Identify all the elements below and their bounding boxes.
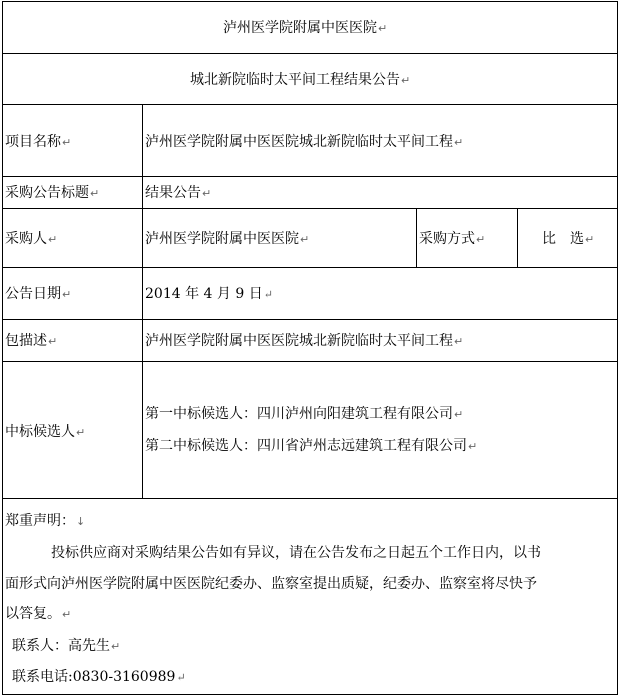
row-divider [2, 104, 618, 105]
row-divider [2, 176, 618, 177]
notice-heading-value: 结果公告↵ [145, 185, 212, 201]
column-divider [517, 208, 518, 268]
purchase-method-label: 采购方式↵ [419, 231, 486, 247]
second-candidate: 第二中标候选人：四川省泸州志远建筑工程有限公司↵ [145, 438, 478, 454]
row-divider [2, 208, 618, 209]
statement-line: 以答复。↵ [5, 606, 72, 622]
row-divider [2, 361, 618, 362]
row-divider [2, 498, 618, 499]
notice-title: 城北新院临时太平间工程结果公告↵ [190, 72, 411, 88]
contact-phone: 联系电话:0830-3160989↵ [12, 669, 186, 685]
notice-date-value: 2014 年 4 月 9 日↵ [145, 286, 273, 302]
border-top [2, 1, 618, 2]
statement-heading: 郑重声明：↓ [5, 513, 86, 529]
project-name-label: 项目名称↵ [5, 134, 72, 150]
purchase-method-value: 比 选↵ [542, 231, 595, 247]
purchaser-value: 泸州医学院附属中医医院↵ [145, 231, 310, 247]
first-candidate: 第一中标候选人：四川泸州向阳建筑工程有限公司↵ [145, 406, 464, 422]
row-divider [2, 53, 618, 54]
purchaser-label: 采购人↵ [5, 231, 58, 247]
notice-date-label: 公告日期↵ [5, 286, 72, 302]
candidates-label: 中标候选人↵ [5, 424, 86, 440]
column-divider [142, 104, 143, 499]
hospital-name: 泸州医学院附属中医医院↵ [223, 20, 388, 36]
statement-line: 投标供应商对采购结果公告如有异议，请在公告发布之日起五个工作日内，以书 [51, 545, 541, 561]
column-divider [416, 208, 417, 268]
contact-person: 联系人：高先生↵ [12, 638, 121, 654]
row-divider [2, 267, 618, 268]
package-desc-label: 包描述↵ [5, 333, 58, 349]
row-divider [2, 319, 618, 320]
statement-line: 面形式向泸州医学院附属中医医院纪委办、监察室提出质疑，纪委办、监察室将尽快予 [5, 576, 537, 592]
border-bottom [2, 694, 618, 695]
notice-heading-label: 采购公告标题↵ [5, 185, 100, 201]
border-right [617, 1, 618, 695]
package-desc-value: 泸州医学院附属中医医院城北新院临时太平间工程↵ [145, 333, 464, 349]
project-name-value: 泸州医学院附属中医医院城北新院临时太平间工程↵ [145, 134, 464, 150]
border-left [2, 1, 3, 695]
